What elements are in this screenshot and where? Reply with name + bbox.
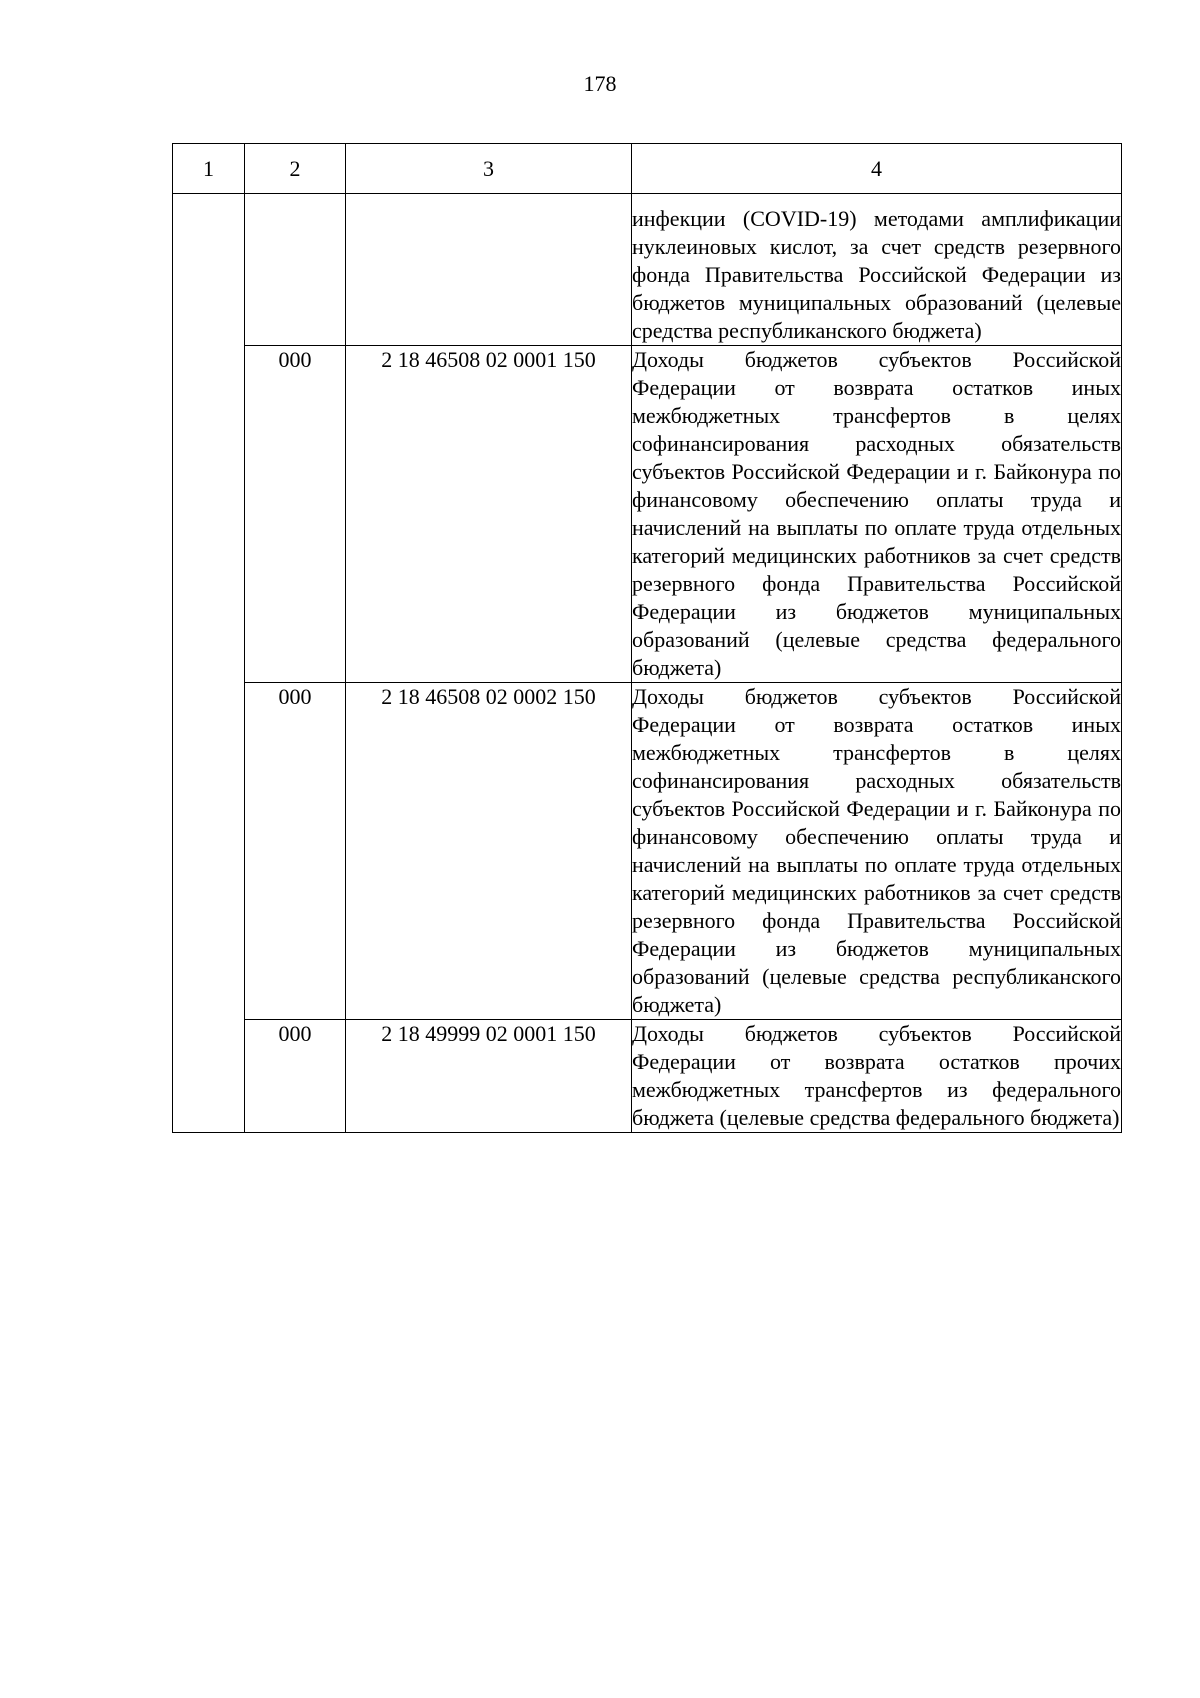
admin-code-cell: 000 [245,346,346,683]
income-code-cell: 2 18 46508 02 0002 150 [346,683,632,1020]
description-text: Доходы бюджетов субъектов Российской Федерации от возврата остатков иных межбюджетных трансфертов в целях софинансирования расходных обязательств субъектов Российской Федерации и г. Байконура по финансовому обеспечению оплаты труда и начислений на выплаты по оплате труда отдельных категорий медицинских работников за счет средств резервного фонда Правительства Российской Федерации из бюджетов муниципальных образований (целевые средства федерального бюджета) [632,347,1121,680]
column-header-3: 3 [346,144,632,194]
description-text: Доходы бюджетов субъектов Российской Федерации от возврата остатков иных межбюджетных трансфертов в целях софинансирования расходных обязательств субъектов Российской Федерации и г. Байконура по финансовому обеспечению оплаты труда и начислений на выплаты по оплате труда отдельных категорий медицинских работников за счет средств резервного фонда Правительства Российской Федерации из бюджетов муниципальных образований (целевые средства республиканского бюджета) [632,684,1121,1017]
table-row [173,1020,1122,1133]
column-header-4: 4 [632,144,1122,194]
admin-code-cell: 000 [245,1020,346,1133]
income-code-cell [346,194,632,346]
income-code-cell: 2 18 49999 02 0001 150 [346,1020,632,1133]
description-cell [632,346,1122,683]
description-cell [632,683,1122,1020]
description-cell [632,1020,1122,1133]
table-row-continuation [173,194,1122,346]
admin-code-cell [245,194,346,346]
table-row [173,346,1122,683]
column-header-1: 1 [173,144,245,194]
description-cell [632,194,1122,346]
table-header-row [173,144,1122,194]
income-codes-table [172,143,1122,1133]
description-text: Доходы бюджетов субъектов Российской Федерации от возврата остатков прочих межбюджетных трансфертов из федерального бюджета (целевые средства федерального бюджета) [632,1021,1121,1130]
admin-code-cell: 000 [245,683,346,1020]
table-row [173,683,1122,1020]
income-code-cell: 2 18 46508 02 0001 150 [346,346,632,683]
continuation-text: инфекции (COVID-19) методами амплификации нуклеиновых кислот, за счет средств резервного фонда Правительства Российской Федерации из бюджетов муниципальных образований (целевые средства республиканского бюджета) [632,206,1121,343]
page-number: 178 [583,71,617,96]
column-header-2: 2 [245,144,346,194]
row-number-cell [173,194,245,1133]
